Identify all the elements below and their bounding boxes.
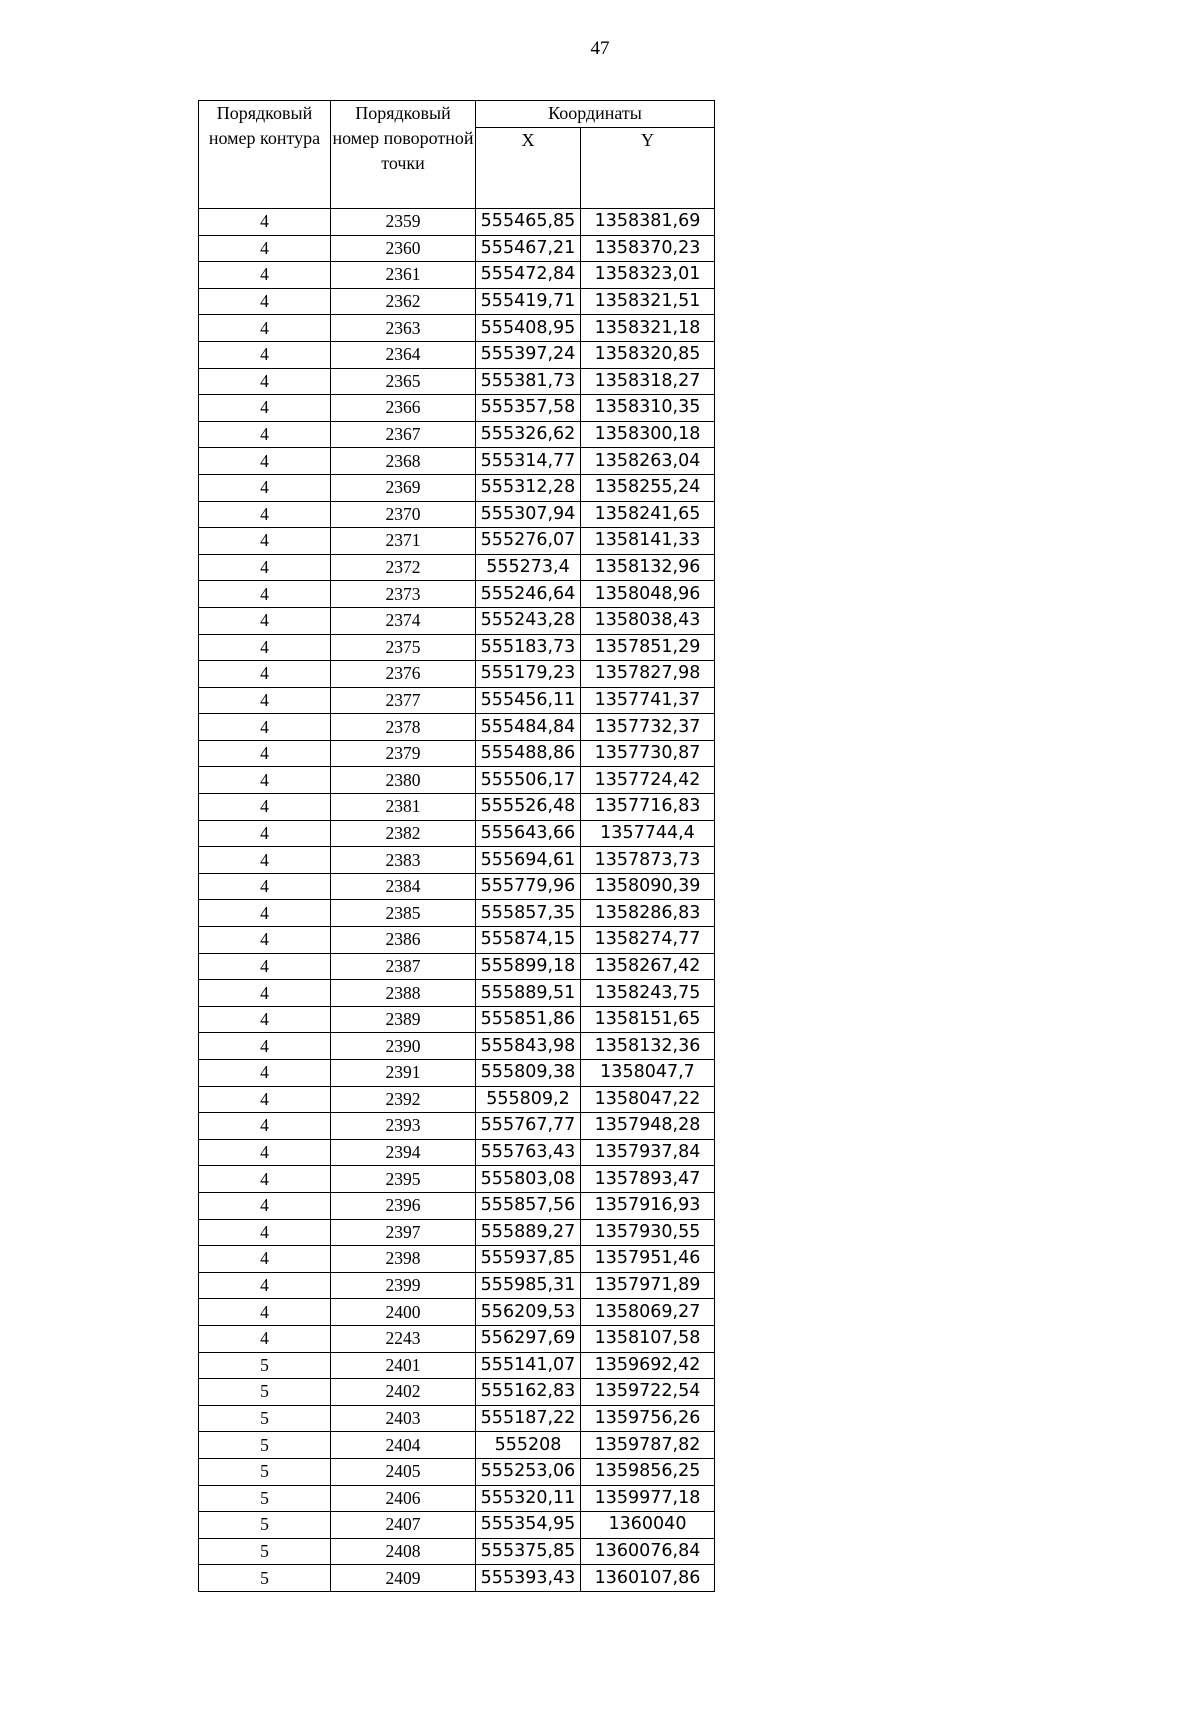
cell-y: 1358090,39 bbox=[581, 873, 715, 900]
table-row bbox=[199, 1006, 715, 1033]
cell-point-number: 2386 bbox=[331, 927, 476, 954]
cell-x: 555208 bbox=[476, 1432, 581, 1459]
cell-x: 555809,2 bbox=[476, 1086, 581, 1113]
cell-y: 1358107,58 bbox=[581, 1325, 715, 1352]
cell-y: 1358255,24 bbox=[581, 474, 715, 501]
cell-point-number: 2367 bbox=[331, 421, 476, 448]
cell-point-number: 2387 bbox=[331, 953, 476, 980]
cell-y: 1359756,26 bbox=[581, 1405, 715, 1432]
table-row bbox=[199, 927, 715, 954]
cell-contour-number: 5 bbox=[199, 1538, 331, 1565]
cell-x: 555276,07 bbox=[476, 528, 581, 555]
cell-contour-number: 4 bbox=[199, 714, 331, 741]
header-y: Y bbox=[581, 128, 715, 209]
cell-y: 1358132,36 bbox=[581, 1033, 715, 1060]
cell-x: 556209,53 bbox=[476, 1299, 581, 1326]
table-row bbox=[199, 980, 715, 1007]
cell-x: 556297,69 bbox=[476, 1325, 581, 1352]
cell-point-number: 2403 bbox=[331, 1405, 476, 1432]
cell-contour-number: 4 bbox=[199, 767, 331, 794]
cell-y: 1358047,22 bbox=[581, 1086, 715, 1113]
cell-x: 555643,66 bbox=[476, 820, 581, 847]
cell-y: 1358243,75 bbox=[581, 980, 715, 1007]
table-row bbox=[199, 1272, 715, 1299]
cell-contour-number: 5 bbox=[199, 1432, 331, 1459]
cell-point-number: 2401 bbox=[331, 1352, 476, 1379]
cell-contour-number: 4 bbox=[199, 368, 331, 395]
cell-y: 1358267,42 bbox=[581, 953, 715, 980]
cell-contour-number: 4 bbox=[199, 262, 331, 289]
cell-contour-number: 4 bbox=[199, 873, 331, 900]
cell-point-number: 2381 bbox=[331, 794, 476, 821]
cell-y: 1358038,43 bbox=[581, 607, 715, 634]
cell-contour-number: 5 bbox=[199, 1512, 331, 1539]
cell-y: 1358048,96 bbox=[581, 581, 715, 608]
cell-y: 1357893,47 bbox=[581, 1166, 715, 1193]
cell-x: 555393,43 bbox=[476, 1565, 581, 1592]
cell-contour-number: 4 bbox=[199, 209, 331, 236]
cell-point-number: 2362 bbox=[331, 288, 476, 315]
table-row bbox=[199, 474, 715, 501]
table-row bbox=[199, 235, 715, 262]
cell-contour-number: 4 bbox=[199, 341, 331, 368]
table-row bbox=[199, 1139, 715, 1166]
header-x: X bbox=[476, 128, 581, 209]
cell-y: 1357930,55 bbox=[581, 1219, 715, 1246]
cell-point-number: 2373 bbox=[331, 581, 476, 608]
cell-y: 1358069,27 bbox=[581, 1299, 715, 1326]
cell-contour-number: 4 bbox=[199, 421, 331, 448]
cell-point-number: 2363 bbox=[331, 315, 476, 342]
cell-y: 1358151,65 bbox=[581, 1006, 715, 1033]
cell-x: 555354,95 bbox=[476, 1512, 581, 1539]
cell-point-number: 2370 bbox=[331, 501, 476, 528]
cell-x: 555179,23 bbox=[476, 661, 581, 688]
cell-contour-number: 4 bbox=[199, 687, 331, 714]
cell-point-number: 2380 bbox=[331, 767, 476, 794]
cell-x: 555465,85 bbox=[476, 209, 581, 236]
cell-point-number: 2392 bbox=[331, 1086, 476, 1113]
cell-y: 1358320,85 bbox=[581, 341, 715, 368]
cell-y: 1358141,33 bbox=[581, 528, 715, 555]
cell-point-number: 2384 bbox=[331, 873, 476, 900]
cell-contour-number: 4 bbox=[199, 1060, 331, 1087]
cell-contour-number: 4 bbox=[199, 820, 331, 847]
cell-point-number: 2368 bbox=[331, 448, 476, 475]
cell-point-number: 2408 bbox=[331, 1538, 476, 1565]
cell-point-number: 2369 bbox=[331, 474, 476, 501]
cell-point-number: 2406 bbox=[331, 1485, 476, 1512]
cell-contour-number: 4 bbox=[199, 501, 331, 528]
cell-contour-number: 4 bbox=[199, 315, 331, 342]
cell-contour-number: 4 bbox=[199, 847, 331, 874]
cell-y: 1357916,93 bbox=[581, 1192, 715, 1219]
cell-contour-number: 5 bbox=[199, 1565, 331, 1592]
cell-y: 1358310,35 bbox=[581, 395, 715, 422]
cell-y: 1357741,37 bbox=[581, 687, 715, 714]
cell-y: 1357724,42 bbox=[581, 767, 715, 794]
cell-x: 555472,84 bbox=[476, 262, 581, 289]
cell-point-number: 2393 bbox=[331, 1113, 476, 1140]
cell-y: 1357873,73 bbox=[581, 847, 715, 874]
table-row bbox=[199, 288, 715, 315]
cell-point-number: 2385 bbox=[331, 900, 476, 927]
coordinates-table bbox=[198, 100, 715, 1592]
table-row bbox=[199, 1512, 715, 1539]
cell-point-number: 2359 bbox=[331, 209, 476, 236]
table-row bbox=[199, 1379, 715, 1406]
table-row bbox=[199, 1086, 715, 1113]
table-row bbox=[199, 661, 715, 688]
cell-y: 1358274,77 bbox=[581, 927, 715, 954]
cell-contour-number: 4 bbox=[199, 581, 331, 608]
cell-contour-number: 4 bbox=[199, 740, 331, 767]
cell-y: 1357744,4 bbox=[581, 820, 715, 847]
table-row bbox=[199, 1458, 715, 1485]
table-row bbox=[199, 607, 715, 634]
cell-contour-number: 4 bbox=[199, 953, 331, 980]
cell-x: 555779,96 bbox=[476, 873, 581, 900]
cell-x: 555857,56 bbox=[476, 1192, 581, 1219]
cell-point-number: 2404 bbox=[331, 1432, 476, 1459]
cell-y: 1357948,28 bbox=[581, 1113, 715, 1140]
cell-contour-number: 4 bbox=[199, 634, 331, 661]
cell-contour-number: 5 bbox=[199, 1485, 331, 1512]
cell-point-number: 2398 bbox=[331, 1246, 476, 1273]
cell-contour-number: 4 bbox=[199, 1246, 331, 1273]
cell-point-number: 2361 bbox=[331, 262, 476, 289]
cell-x: 555419,71 bbox=[476, 288, 581, 315]
cell-contour-number: 4 bbox=[199, 395, 331, 422]
table-body bbox=[199, 209, 715, 1592]
cell-x: 555843,98 bbox=[476, 1033, 581, 1060]
cell-contour-number: 4 bbox=[199, 661, 331, 688]
cell-point-number: 2400 bbox=[331, 1299, 476, 1326]
cell-point-number: 2372 bbox=[331, 554, 476, 581]
cell-x: 555809,38 bbox=[476, 1060, 581, 1087]
cell-point-number: 2366 bbox=[331, 395, 476, 422]
cell-x: 555484,84 bbox=[476, 714, 581, 741]
cell-point-number: 2395 bbox=[331, 1166, 476, 1193]
cell-contour-number: 5 bbox=[199, 1379, 331, 1406]
table-row bbox=[199, 634, 715, 661]
table-row bbox=[199, 395, 715, 422]
cell-point-number: 2382 bbox=[331, 820, 476, 847]
table-row bbox=[199, 1485, 715, 1512]
cell-y: 1358318,27 bbox=[581, 368, 715, 395]
cell-contour-number: 4 bbox=[199, 1033, 331, 1060]
table-row bbox=[199, 1352, 715, 1379]
cell-point-number: 2407 bbox=[331, 1512, 476, 1539]
cell-contour-number: 5 bbox=[199, 1352, 331, 1379]
cell-contour-number: 4 bbox=[199, 1299, 331, 1326]
cell-y: 1358263,04 bbox=[581, 448, 715, 475]
cell-y: 1357951,46 bbox=[581, 1246, 715, 1273]
cell-x: 555326,62 bbox=[476, 421, 581, 448]
cell-x: 555187,22 bbox=[476, 1405, 581, 1432]
cell-y: 1360107,86 bbox=[581, 1565, 715, 1592]
table-row bbox=[199, 262, 715, 289]
cell-x: 555467,21 bbox=[476, 235, 581, 262]
cell-y: 1358300,18 bbox=[581, 421, 715, 448]
header-contour-number: Порядковый номер контура bbox=[199, 101, 331, 209]
cell-contour-number: 4 bbox=[199, 235, 331, 262]
cell-x: 555253,06 bbox=[476, 1458, 581, 1485]
table-row bbox=[199, 448, 715, 475]
cell-y: 1359787,82 bbox=[581, 1432, 715, 1459]
cell-contour-number: 4 bbox=[199, 474, 331, 501]
table-row bbox=[199, 767, 715, 794]
cell-x: 555375,85 bbox=[476, 1538, 581, 1565]
header-point-number: Порядковый номер поворотной точки bbox=[331, 101, 476, 209]
cell-contour-number: 4 bbox=[199, 288, 331, 315]
cell-y: 1359692,42 bbox=[581, 1352, 715, 1379]
cell-point-number: 2383 bbox=[331, 847, 476, 874]
table-row bbox=[199, 1565, 715, 1592]
cell-y: 1358370,23 bbox=[581, 235, 715, 262]
cell-point-number: 2389 bbox=[331, 1006, 476, 1033]
cell-point-number: 2376 bbox=[331, 661, 476, 688]
cell-y: 1358321,18 bbox=[581, 315, 715, 342]
table-row bbox=[199, 581, 715, 608]
cell-x: 555381,73 bbox=[476, 368, 581, 395]
cell-point-number: 2364 bbox=[331, 341, 476, 368]
cell-point-number: 2371 bbox=[331, 528, 476, 555]
cell-y: 1357732,37 bbox=[581, 714, 715, 741]
cell-point-number: 2405 bbox=[331, 1458, 476, 1485]
cell-contour-number: 4 bbox=[199, 900, 331, 927]
table-row bbox=[199, 1113, 715, 1140]
cell-contour-number: 5 bbox=[199, 1405, 331, 1432]
cell-point-number: 2374 bbox=[331, 607, 476, 634]
cell-y: 1360076,84 bbox=[581, 1538, 715, 1565]
cell-point-number: 2399 bbox=[331, 1272, 476, 1299]
cell-contour-number: 4 bbox=[199, 554, 331, 581]
cell-y: 1359722,54 bbox=[581, 1379, 715, 1406]
cell-x: 555246,64 bbox=[476, 581, 581, 608]
cell-contour-number: 4 bbox=[199, 1139, 331, 1166]
cell-x: 555314,77 bbox=[476, 448, 581, 475]
cell-point-number: 2394 bbox=[331, 1139, 476, 1166]
table-row bbox=[199, 820, 715, 847]
cell-point-number: 2379 bbox=[331, 740, 476, 767]
table-row bbox=[199, 714, 715, 741]
cell-contour-number: 4 bbox=[199, 607, 331, 634]
table-row bbox=[199, 1192, 715, 1219]
cell-point-number: 2397 bbox=[331, 1219, 476, 1246]
cell-x: 555183,73 bbox=[476, 634, 581, 661]
cell-x: 555357,58 bbox=[476, 395, 581, 422]
cell-point-number: 2388 bbox=[331, 980, 476, 1007]
cell-x: 555162,83 bbox=[476, 1379, 581, 1406]
table-row bbox=[199, 421, 715, 448]
page-number: 47 bbox=[590, 38, 610, 59]
cell-x: 555874,15 bbox=[476, 927, 581, 954]
cell-y: 1357971,89 bbox=[581, 1272, 715, 1299]
cell-y: 1357827,98 bbox=[581, 661, 715, 688]
cell-contour-number: 4 bbox=[199, 1006, 331, 1033]
cell-point-number: 2360 bbox=[331, 235, 476, 262]
table-row bbox=[199, 1538, 715, 1565]
cell-x: 555312,28 bbox=[476, 474, 581, 501]
table-row bbox=[199, 1299, 715, 1326]
table-row bbox=[199, 1325, 715, 1352]
table-row bbox=[199, 953, 715, 980]
table-row bbox=[199, 315, 715, 342]
cell-point-number: 2365 bbox=[331, 368, 476, 395]
table-row bbox=[199, 554, 715, 581]
cell-contour-number: 4 bbox=[199, 528, 331, 555]
table-row bbox=[199, 900, 715, 927]
cell-point-number: 2409 bbox=[331, 1565, 476, 1592]
cell-y: 1357937,84 bbox=[581, 1139, 715, 1166]
cell-contour-number: 4 bbox=[199, 1219, 331, 1246]
cell-point-number: 2391 bbox=[331, 1060, 476, 1087]
header-coordinates: Координаты bbox=[476, 101, 715, 128]
table-row bbox=[199, 368, 715, 395]
cell-x: 555851,86 bbox=[476, 1006, 581, 1033]
cell-x: 555803,08 bbox=[476, 1166, 581, 1193]
cell-contour-number: 4 bbox=[199, 1192, 331, 1219]
table-row bbox=[199, 1246, 715, 1273]
cell-contour-number: 5 bbox=[199, 1458, 331, 1485]
cell-point-number: 2402 bbox=[331, 1379, 476, 1406]
cell-x: 555763,43 bbox=[476, 1139, 581, 1166]
table-row bbox=[199, 1166, 715, 1193]
cell-contour-number: 4 bbox=[199, 1325, 331, 1352]
table-row bbox=[199, 1060, 715, 1087]
table-row bbox=[199, 1405, 715, 1432]
cell-x: 555889,51 bbox=[476, 980, 581, 1007]
table-row bbox=[199, 341, 715, 368]
cell-point-number: 2375 bbox=[331, 634, 476, 661]
cell-point-number: 2378 bbox=[331, 714, 476, 741]
cell-x: 555526,48 bbox=[476, 794, 581, 821]
cell-y: 1357851,29 bbox=[581, 634, 715, 661]
cell-x: 555320,11 bbox=[476, 1485, 581, 1512]
cell-x: 555456,11 bbox=[476, 687, 581, 714]
cell-y: 1358323,01 bbox=[581, 262, 715, 289]
cell-contour-number: 4 bbox=[199, 448, 331, 475]
cell-x: 555889,27 bbox=[476, 1219, 581, 1246]
cell-y: 1358381,69 bbox=[581, 209, 715, 236]
cell-y: 1358286,83 bbox=[581, 900, 715, 927]
cell-y: 1359977,18 bbox=[581, 1485, 715, 1512]
cell-contour-number: 4 bbox=[199, 1166, 331, 1193]
cell-x: 555899,18 bbox=[476, 953, 581, 980]
cell-y: 1358132,96 bbox=[581, 554, 715, 581]
cell-y: 1360040 bbox=[581, 1512, 715, 1539]
cell-x: 555767,77 bbox=[476, 1113, 581, 1140]
cell-point-number: 2243 bbox=[331, 1325, 476, 1352]
cell-y: 1358321,51 bbox=[581, 288, 715, 315]
cell-x: 555694,61 bbox=[476, 847, 581, 874]
cell-x: 555307,94 bbox=[476, 501, 581, 528]
cell-y: 1357716,83 bbox=[581, 794, 715, 821]
cell-x: 555985,31 bbox=[476, 1272, 581, 1299]
table-row bbox=[199, 847, 715, 874]
cell-contour-number: 4 bbox=[199, 1113, 331, 1140]
cell-x: 555141,07 bbox=[476, 1352, 581, 1379]
cell-x: 555937,85 bbox=[476, 1246, 581, 1273]
table-row bbox=[199, 740, 715, 767]
table-row bbox=[199, 794, 715, 821]
table-row bbox=[199, 501, 715, 528]
table-row bbox=[199, 1432, 715, 1459]
table-row bbox=[199, 528, 715, 555]
table-row bbox=[199, 1219, 715, 1246]
cell-contour-number: 4 bbox=[199, 927, 331, 954]
cell-x: 555408,95 bbox=[476, 315, 581, 342]
cell-y: 1358241,65 bbox=[581, 501, 715, 528]
cell-contour-number: 4 bbox=[199, 1272, 331, 1299]
table-row bbox=[199, 1033, 715, 1060]
cell-point-number: 2396 bbox=[331, 1192, 476, 1219]
cell-contour-number: 4 bbox=[199, 980, 331, 1007]
cell-x: 555397,24 bbox=[476, 341, 581, 368]
cell-x: 555243,28 bbox=[476, 607, 581, 634]
cell-contour-number: 4 bbox=[199, 1086, 331, 1113]
cell-y: 1357730,87 bbox=[581, 740, 715, 767]
cell-y: 1359856,25 bbox=[581, 1458, 715, 1485]
table-row bbox=[199, 687, 715, 714]
table-row bbox=[199, 209, 715, 236]
cell-point-number: 2377 bbox=[331, 687, 476, 714]
cell-contour-number: 4 bbox=[199, 794, 331, 821]
cell-x: 555273,4 bbox=[476, 554, 581, 581]
cell-y: 1358047,7 bbox=[581, 1060, 715, 1087]
cell-x: 555857,35 bbox=[476, 900, 581, 927]
table-row bbox=[199, 873, 715, 900]
cell-x: 555488,86 bbox=[476, 740, 581, 767]
cell-x: 555506,17 bbox=[476, 767, 581, 794]
cell-point-number: 2390 bbox=[331, 1033, 476, 1060]
